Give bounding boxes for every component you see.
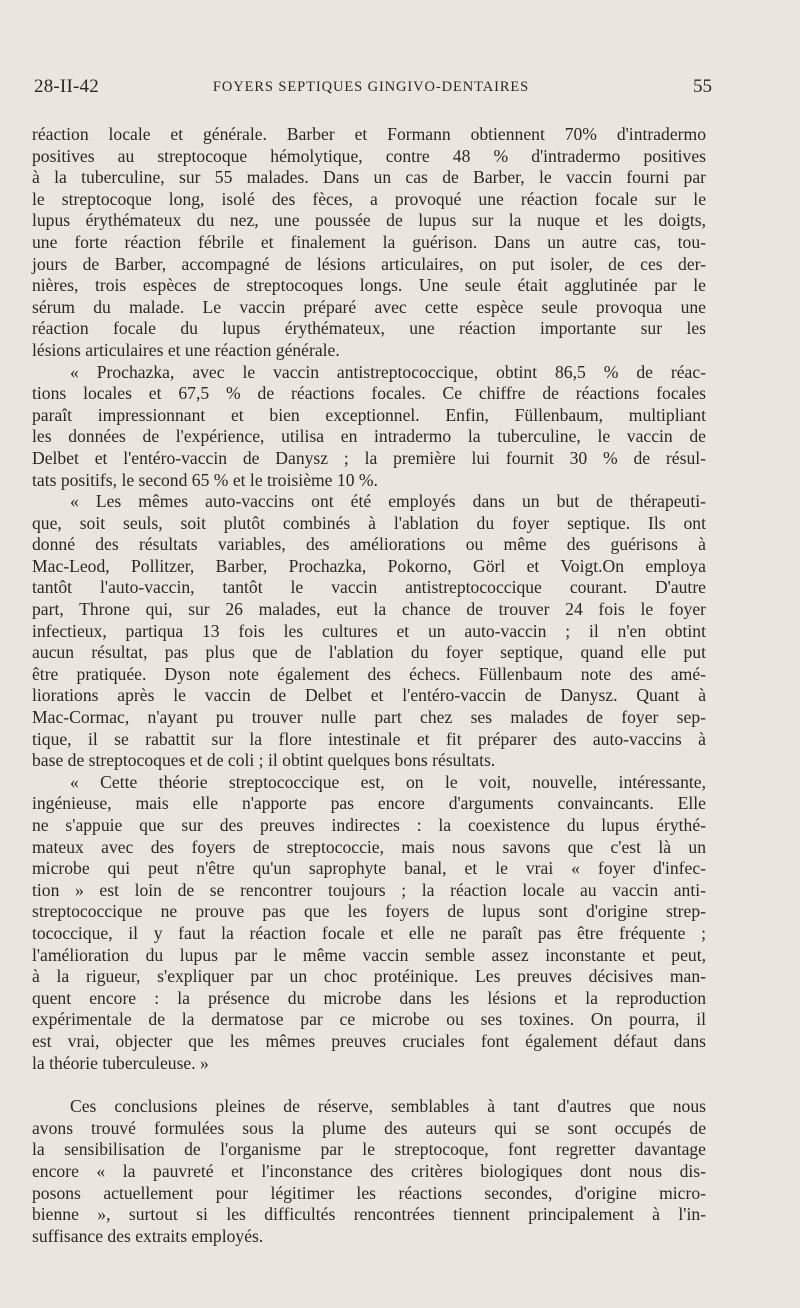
paragraph — [32, 491, 706, 772]
text-line: ne s'appuie que sur des preuves indirectes : la coexistence du lupus érythé- — [32, 815, 706, 835]
text-line: Mac-Leod, Pollitzer, Barber, Prochazka, Pokorno, Görl et Voigt.On employa — [32, 555, 706, 576]
text-line: expérimentale de la dermatose par ce microbe ou ses toxines. On pourra, il — [32, 1009, 706, 1030]
text-line: streptococcique ne prouve pas que les foyers de lupus sont d'origine strep- — [32, 901, 706, 922]
paragraph — [32, 1096, 706, 1247]
text-line: « Cette théorie streptococcique est, on le voit, nouvelle, intéressante, — [70, 771, 706, 792]
text-line: aucun résultat, pas plus que de l'ablation du foyer septique, quand elle put — [32, 642, 706, 663]
text-line: tococcique, il y faut la réaction focale et elle ne paraît pas être fréquente ; — [32, 922, 706, 943]
text-line: tion » est loin de se rencontrer toujours ; la réaction locale au vaccin anti- — [32, 879, 706, 900]
text-line: infectieux, partiqua 13 fois les cultures et un auto-vaccin ; il n'en obtint — [32, 620, 706, 641]
text-line: tantôt l'auto-vaccin, tantôt le vaccin antistreptococcique courant. D'autre — [32, 577, 706, 598]
paragraph-gap — [32, 1074, 706, 1096]
paragraph — [32, 772, 706, 1074]
text-line: sérum du malade. Le vaccin préparé avec cette espèce seule provoqua une — [32, 296, 706, 317]
text-line: jours de Barber, accompagné de lésions articulaires, on put isoler, de ces der- — [32, 253, 706, 274]
text-line: « Les mêmes auto-vaccins ont été employés dans un but de thérapeuti- — [70, 491, 706, 512]
text-line: tions locales et 67,5 % de réactions focales. Ce chiffre de réactions focales — [32, 383, 706, 404]
header-title: FOYERS SEPTIQUES GINGIVO-DENTAIRES — [212, 79, 530, 95]
text-line: encore « la pauvreté et l'inconstance des critères biologiques dont nous dis- — [32, 1160, 706, 1181]
text-line: nières, trois espèces de streptocoques longs. Une seule était agglutinée par le — [32, 275, 706, 296]
text-line: suffisance des extraits employés. — [32, 1225, 264, 1246]
text-line: Mac-Cormac, n'ayant pu trouver nulle part chez ses malades de foyer sep- — [32, 707, 706, 728]
text-line: à la rigueur, s'expliquer par un choc protéinique. Les preuves décisives man- — [32, 966, 706, 987]
text-line: part, Throne qui, sur 26 malades, eut la chance de trouver 24 fois le foyer — [32, 599, 706, 620]
text-line: que, soit seuls, soit plutôt combinés à l'ablation du foyer septique. Ils ont — [32, 512, 706, 533]
text-line: l'amélioration du lupus par le même vaccin semble assez inconstante et peut, — [32, 944, 706, 965]
text-line: quent encore : la présence du microbe dans les lésions et la reproduction — [32, 987, 706, 1008]
text-line: ingénieuse, mais elle n'apporte pas encore d'arguments convaincants. Elle — [32, 793, 706, 814]
text-line: base de streptocoques et de coli ; il obtint quelques bons résultats. — [32, 750, 496, 771]
text-line: être pratiquée. Dyson note également des échecs. Füllenbaum note des amé- — [32, 663, 706, 684]
text-line: positives au streptocoque hémolytique, contre 48 % d'intradermo positives — [32, 145, 706, 166]
text-line: avons trouvé formulées sous la plume des auteurs qui se sont occupés de — [32, 1117, 706, 1138]
text-line: est vrai, objecter que les mêmes preuves cruciales font également défaut dans — [32, 1030, 706, 1051]
running-header — [34, 76, 712, 104]
text-line: la sensibilisation de l'organisme par le streptocoque, font regretter davantage — [32, 1139, 706, 1160]
paragraph — [32, 124, 706, 362]
text-line: tats positifs, le second 65 % et le troisième 10 %. — [32, 469, 378, 490]
text-line: réaction locale et générale. Barber et Formann obtiennent 70% d'intradermo — [32, 124, 706, 144]
text-line: lupus érythémateux du nez, une poussée de lupus sur la nuque et les doigts, — [32, 210, 706, 231]
page-number: 55 — [693, 76, 712, 97]
text-line: Delbet et l'entéro-vaccin de Danysz ; la première lui fournit 30 % de résul- — [32, 447, 706, 468]
text-line: mateux avec des foyers de streptococcie, mais nous savons que c'est là un — [32, 836, 706, 857]
text-line: le streptocoque long, isolé des fèces, a provoqué une réaction focale sur le — [32, 188, 706, 209]
text-line: donné des résultats variables, des améliorations ou même des guérisons à — [32, 534, 706, 555]
text-line: une forte réaction fébrile et finalement la guérison. Dans un autre cas, tou- — [32, 231, 706, 252]
text-line: paraît impressionnant et bien exceptionnel. Enfin, Füllenbaum, multipliant — [32, 404, 706, 425]
text-line: les données de l'expérience, utilisa en intradermo la tuberculine, le vaccin de — [32, 426, 706, 447]
text-line: liorations après le vaccin de Delbet et l'entéro-vaccin de Danysz. Quant à — [32, 685, 706, 706]
text-line: posons actuellement pour légitimer les réactions secondes, d'origine micro- — [32, 1182, 706, 1203]
text-line: bienne », surtout si les difficultés rencontrées tiennent principalement à l'in- — [32, 1204, 706, 1225]
text-line: à la tuberculine, sur 55 malades. Dans un cas de Barber, le vaccin fourni par — [32, 167, 706, 188]
header-date: 28-II-42 — [34, 76, 99, 97]
body-text — [32, 124, 706, 1247]
paragraph — [32, 362, 706, 492]
text-line: lésions articulaires et une réaction générale. — [32, 339, 340, 360]
text-line: microbe qui peut n'être qu'un saprophyte banal, et le vrai « foyer d'infec- — [32, 858, 706, 879]
text-line: Ces conclusions pleines de réserve, semblables à tant d'autres que nous — [70, 1096, 706, 1117]
text-line: « Prochazka, avec le vaccin antistreptococcique, obtint 86,5 % de réac- — [70, 361, 706, 382]
text-line: tique, il se rabattit sur la flore intestinale et fit préparer des auto-vaccins à — [32, 728, 706, 749]
text-line: la théorie tuberculeuse. » — [32, 1052, 209, 1073]
text-line: réaction focale du lupus érythémateux, une réaction importante sur les — [32, 318, 706, 339]
